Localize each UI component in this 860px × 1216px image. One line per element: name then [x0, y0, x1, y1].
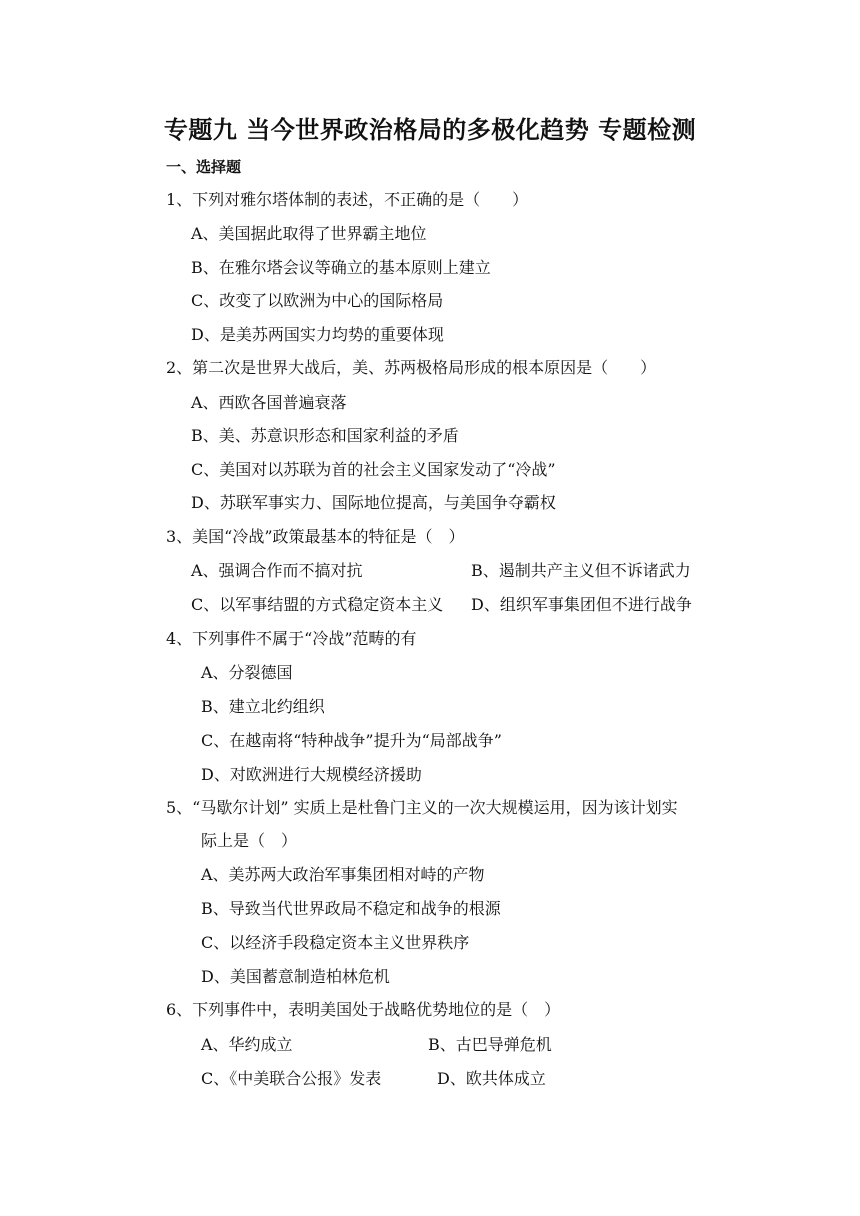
question-6-option-d: D、欧共体成立 [437, 1069, 546, 1088]
question-1-stem: 1、下列对雅尔塔体制的表述，不正确的是（ ） [166, 190, 529, 209]
page-title: 专题九 当今世界政治格局的多极化趋势 专题检测 [163, 116, 697, 144]
question-6-option-a: A、华约成立 [201, 1035, 293, 1054]
question-3-option-c: C、以军事结盟的方式稳定资本主义 [191, 595, 444, 614]
question-1-option-c: C、改变了以欧洲为中心的国际格局 [191, 291, 444, 310]
question-4-option-b: B、建立北约组织 [201, 697, 325, 716]
question-4-option-a: A、分裂德国 [201, 663, 293, 682]
question-2-option-b: B、美、苏意识形态和国家利益的矛盾 [191, 426, 459, 445]
question-1-option-d: D、是美苏两国实力均势的重要体现 [191, 325, 444, 344]
question-2-option-d: D、苏联军事实力、国际地位提高，与美国争夺霸权 [191, 493, 556, 512]
question-6-option-c: C、《中美联合公报》发表 [201, 1069, 382, 1088]
section-heading: 一、选择题 [166, 158, 242, 176]
question-3-stem: 3、美国“冷战”政策最基本的特征是（ ） [166, 527, 465, 546]
question-1-option-a: A、美国据此取得了世界霸主地位 [191, 224, 427, 243]
question-2-option-c: C、美国对以苏联为首的社会主义国家发动了“冷战” [191, 460, 556, 479]
question-5-option-b: B、导致当代世界政局不稳定和战争的根源 [201, 899, 501, 918]
question-5-option-a: A、美苏两大政治军事集团相对峙的产物 [201, 865, 485, 884]
question-5-stem-continuation: 际上是（ ） [201, 831, 298, 850]
question-5-option-d: D、美国蓄意制造柏林危机 [201, 967, 390, 986]
question-3-option-b: B、遏制共产主义但不诉诸武力 [471, 561, 691, 580]
question-3-option-a: A、强调合作而不搞对抗 [191, 561, 363, 580]
question-6-stem: 6、下列事件中，表明美国处于战略优势地位的是（ ） [166, 1000, 561, 1019]
question-5-option-c: C、以经济手段稳定资本主义世界秩序 [201, 933, 470, 952]
question-4-stem: 4、下列事件不属于“冷战”范畴的有 [166, 629, 417, 648]
question-5-stem: 5、“马歇尔计划” 实质上是杜鲁门主义的一次大规模运用，因为该计划实 [166, 798, 678, 817]
question-6-option-b: B、古巴导弹危机 [428, 1035, 552, 1054]
question-4-option-c: C、在越南将“特种战争”提升为“局部战争” [201, 731, 502, 750]
question-2-stem: 2、第二次是世界大战后，美、苏两极格局形成的根本原因是（ ） [166, 358, 657, 377]
question-2-option-a: A、西欧各国普遍衰落 [191, 393, 347, 412]
question-3-option-d: D、组织军事集团但不进行战争 [471, 595, 692, 614]
question-1-option-b: B、在雅尔塔会议等确立的基本原则上建立 [191, 258, 491, 277]
question-4-option-d: D、对欧洲进行大规模经济援助 [201, 765, 422, 784]
